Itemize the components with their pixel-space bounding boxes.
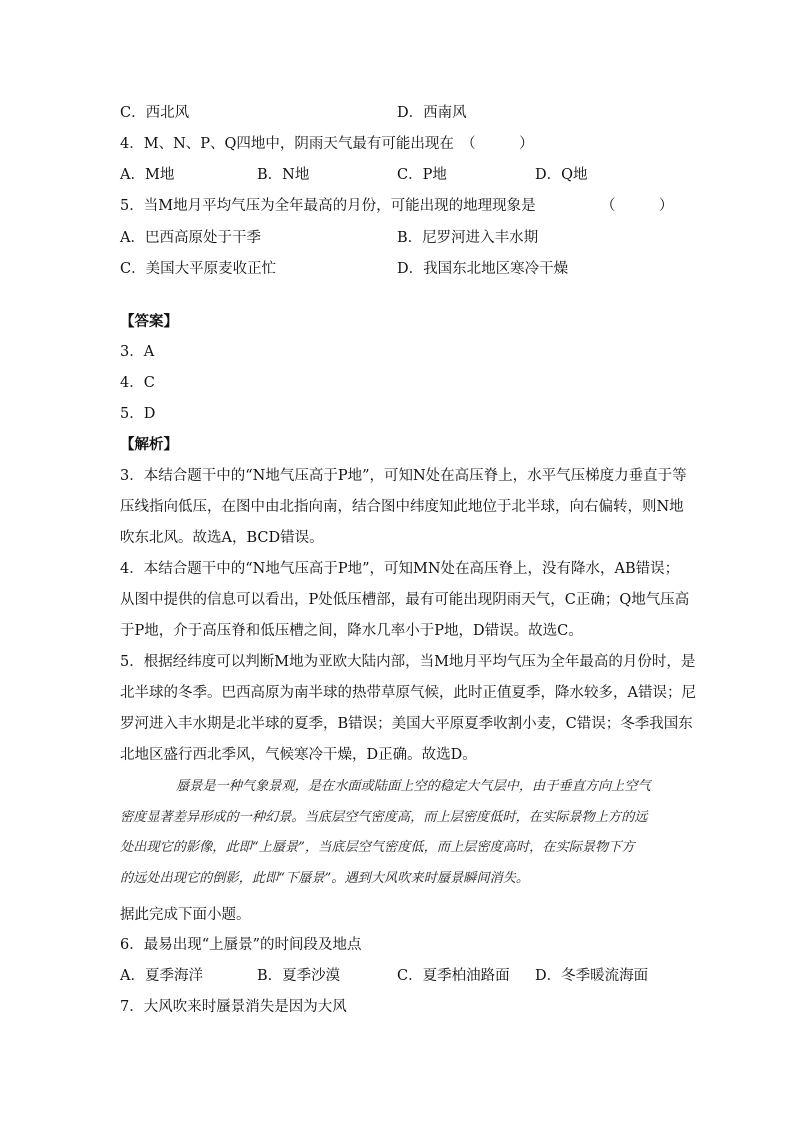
- analysis-line: 北半球的冬季。巴西高原为南半球的热带草原气候，此时正值夏季，降水较多，A错误；尼: [120, 685, 696, 701]
- q6-option-b: B．夏季沙漠: [257, 968, 341, 984]
- q5-option-b: B．尼罗河进入丰水期: [397, 230, 539, 246]
- q7-stem: 7．大风吹来时蜃景消失是因为大风: [120, 999, 347, 1015]
- passage-line: 处出现它的影像，此即“上蜃景”，当底层空气密度低，而上层密度高时，在实际景物下方: [120, 840, 635, 855]
- answer-item: 5．D: [120, 406, 156, 422]
- section-prompt: 据此完成下面小题。: [120, 907, 251, 923]
- analysis-line: 3．本结合题干中的“N地气压高于P地”，可知N处在高压脊上，水平气压梯度力垂直于等: [120, 468, 687, 484]
- q4-stem: 4．M、N、P、Q四地中，阴雨天气最有可能出现在 （ ）: [120, 136, 534, 152]
- q6-option-a: A．夏季海洋: [120, 968, 203, 984]
- q5-option-a: A．巴西高原处于干季: [120, 230, 261, 246]
- passage-line: 密度显著差异形成的一种幻景。当底层空气密度高，而上层密度低时，在实际景物上方的远: [120, 809, 648, 825]
- q3-options-row: [120, 103, 467, 123]
- answer-item: 4．C: [120, 375, 155, 391]
- q6-stem: 6．最易出现“上蜃景”的时间段及地点: [120, 937, 362, 953]
- q4-option-b: B．N地: [257, 167, 310, 183]
- analysis-line: 北地区盛行西北季风，气候寒冷干燥，D正确。故选D。: [120, 747, 477, 763]
- q6-option-d: D．冬季暖流海面: [535, 968, 649, 984]
- answer-item: 3．A: [120, 344, 155, 360]
- q3-option-c: C．西北风: [120, 105, 190, 121]
- q4-option-d: D．Q地: [535, 167, 588, 183]
- passage-line: 的远处出现它的倒影，此即“下蜃景”。遇到大风吹来时蜃景瞬间消失。: [120, 870, 530, 886]
- q5-options-row-1: [120, 228, 539, 248]
- analysis-line: 罗河进入丰水期是北半球的夏季，B错误；美国大平原夏季收割小麦，C错误；冬季我国东: [120, 716, 693, 732]
- analysis-line: 5．根据经纬度可以判断M地为亚欧大陆内部，当M地月平均气压为全年最高的月份时，是: [120, 654, 696, 670]
- q6-option-c: C．夏季柏油路面: [397, 968, 510, 984]
- analysis-line: 4．本结合题干中的“N地气压高于P地”，可知MN处在高压脊上，没有降水，AB错误；: [120, 561, 680, 577]
- analysis-line: 压线指向低压，在图中由北指向南，结合图中纬度知此地位于北半球，向右偏转，则N地: [120, 499, 684, 515]
- q5-options-row-2: [120, 259, 569, 279]
- q3-option-d: D．西南风: [397, 105, 467, 121]
- q4-option-c: C．P地: [397, 167, 447, 183]
- q5-stem: 5．当M地月平均气压为全年最高的月份，可能出现的地理现象是 （ ）: [120, 198, 674, 214]
- q5-option-d: D．我国东北地区寒冷干燥: [397, 261, 569, 277]
- q5-option-c: C．美国大平原麦收正忙: [120, 261, 277, 277]
- q4-option-a: A．M地: [120, 167, 175, 183]
- mirage-passage: [120, 772, 680, 894]
- passage-line: 蜃景是一种气象景观，是在水面或陆面上空的稳定大气层中，由于垂直方向上空气: [176, 779, 651, 794]
- analysis-line: 于P地，介于高压脊和低压槽之间，降水几率小于P地，D错误。故选C。: [120, 623, 583, 639]
- analysis-line: 吹东北风。故选A，BCD错误。: [120, 530, 324, 546]
- analysis-line: 从图中提供的信息可以看出，P处低压槽部，最有可能出现阴雨天气，C正确；Q地气压高: [120, 592, 690, 608]
- answer-heading: 【答案】: [120, 313, 178, 330]
- analysis-heading: 【解析】: [120, 436, 178, 453]
